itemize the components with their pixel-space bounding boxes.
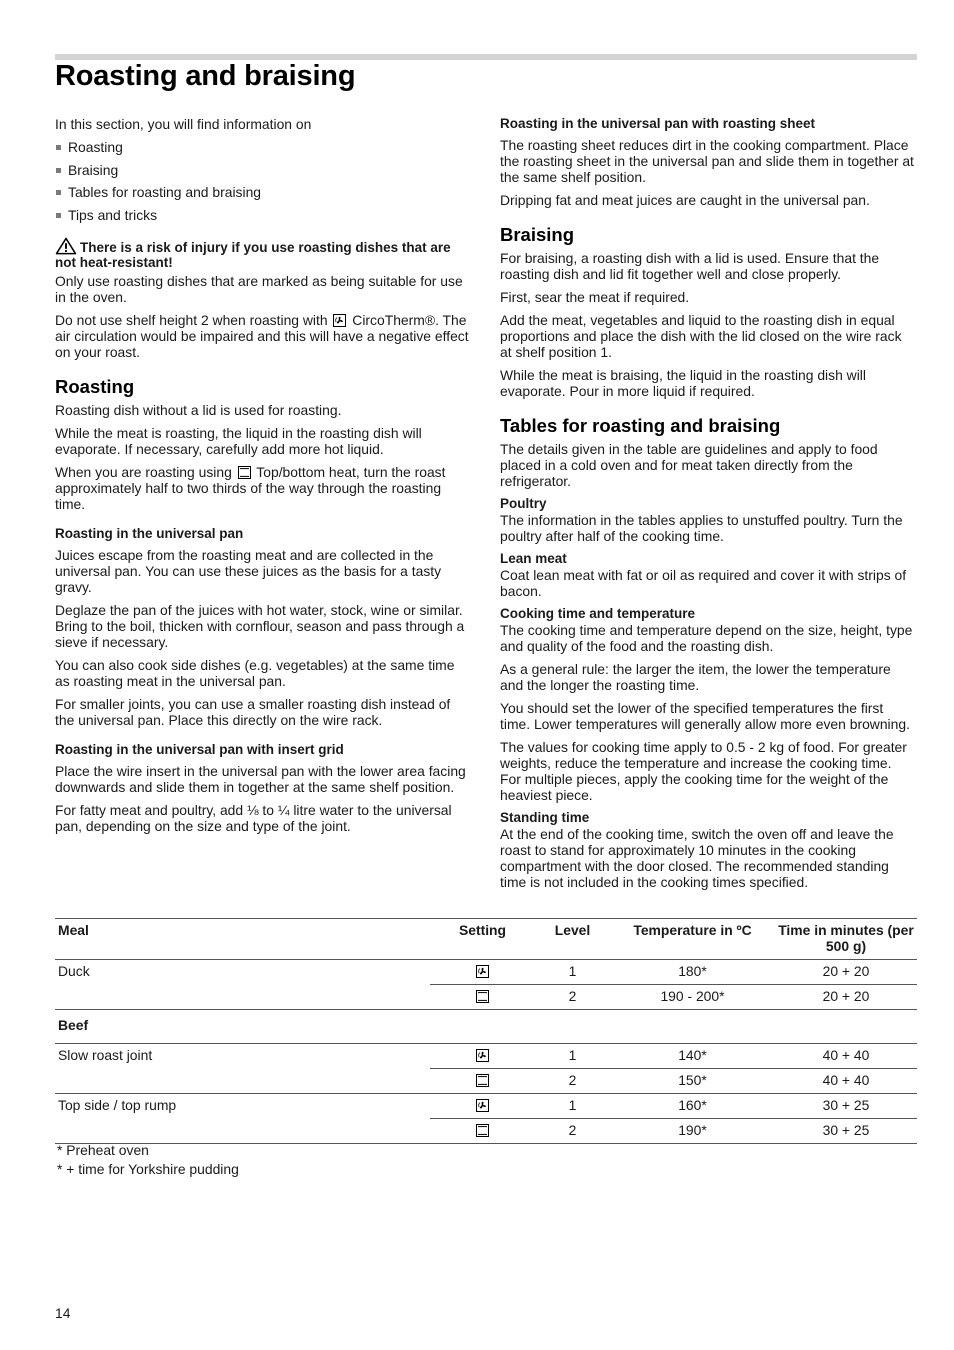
- roasting-table: [55, 918, 917, 1144]
- cell-time: 20 + 20: [775, 960, 917, 985]
- cell-setting: [430, 960, 535, 985]
- cell-meal: Duck: [55, 960, 430, 985]
- paragraph: Roasting dish without a lid is used for roasting.: [55, 401, 342, 418]
- paragraph: The roasting sheet reduces dirt in the cooking compartment. Place the roasting sheet in the universal pan and slide them in together at the same shelf position.: [500, 137, 914, 185]
- footnote: * + time for Yorkshire pudding: [57, 1161, 239, 1177]
- group-label: Beef: [55, 1010, 917, 1044]
- subheading-roasting-sheet: Roasting in the universal pan with roasting sheet: [500, 116, 816, 131]
- paragraph: [55, 464, 471, 512]
- cell-time: 40 + 40: [775, 1044, 917, 1069]
- table-row: [55, 985, 917, 1010]
- paragraph: First, sear the meat if required.: [500, 289, 690, 305]
- warning-paragraph: [55, 312, 471, 360]
- subheading-insert-grid: Roasting in the universal pan with insert grid: [55, 741, 344, 757]
- top-bottom-heat-icon: [476, 1124, 489, 1137]
- table-row: [55, 960, 917, 985]
- cell-setting: [430, 985, 535, 1010]
- paragraph: You can also cook side dishes (e.g. vegetables) at the same time as roasting meat in the universal pan.: [55, 656, 455, 689]
- paragraph: You should set the lower of the specified temperatures the first time. Lower temperatures will generally allow more even browning.: [500, 700, 910, 732]
- paragraph: For smaller joints, you can use a smaller roasting dish instead of the universal pan. Place this directly on the wire rack.: [55, 695, 451, 728]
- section-heading-roasting: Roasting: [55, 375, 135, 397]
- cell-setting: [430, 1069, 535, 1094]
- section-heading-braising: Braising: [500, 224, 575, 245]
- intro-text: In this section, you will find information on: [55, 116, 312, 132]
- header-temperature: Temperature in ºC: [610, 919, 775, 960]
- cell-level: 1: [535, 960, 610, 985]
- table-notes: [57, 1141, 239, 1179]
- paragraph: The values for cooking time apply to 0.5 - 2 kg of food. For greater weights, reduce the temperature and increase the cooking time. For multiple pieces, apply the cooking time for the weight of the heaviest piece.: [500, 739, 907, 803]
- table-row: [55, 1044, 917, 1069]
- table-row: [55, 1119, 917, 1144]
- list-item: Tips and tricks: [55, 207, 471, 223]
- cell-temperature: 140*: [610, 1044, 775, 1069]
- cell-meal: [55, 1119, 430, 1144]
- paragraph: As a general rule: the larger the item, the lower the temperature and the longer the roasting time.: [500, 661, 891, 693]
- paragraph: For fatty meat and poultry, add ⅛ to ¼ litre water to the universal pan, depending on the size and type of the joint.: [55, 801, 452, 834]
- cell-temperature: 150*: [610, 1069, 775, 1094]
- left-column: [55, 116, 471, 841]
- text-span: Do not use shelf height 2 when roasting with: [55, 311, 328, 328]
- text-span: When you are roasting using: [55, 463, 232, 480]
- subheading-universal-pan: Roasting in the universal pan: [55, 525, 244, 541]
- section-heading-tables: Tables for roasting and braising: [500, 415, 781, 436]
- cell-time: 20 + 20: [775, 985, 917, 1010]
- paragraph: Deglaze the pan of the juices with hot water, stock, wine or similar. Bring to the boil, thicken with cornflour, season and pass through a sieve if necessary.: [55, 601, 465, 650]
- table-row: [55, 1069, 917, 1094]
- paragraph: While the meat is roasting, the liquid in the roasting dish will evaporate. If necessary, carefully add more hot liquid.: [55, 424, 422, 457]
- cell-level: 1: [535, 1044, 610, 1069]
- page-title: Roasting and braising: [55, 60, 356, 92]
- top-bottom-heat-icon: [476, 990, 489, 1003]
- subheading-lean-meat: Lean meat: [500, 551, 567, 566]
- cell-level: 2: [535, 985, 610, 1010]
- table-row: [55, 1094, 917, 1119]
- warning-triangle-icon: [55, 237, 77, 255]
- paragraph: The information in the tables applies to unstuffed poultry. Turn the poultry after half of the cooking time.: [500, 512, 903, 544]
- cell-time: 30 + 25: [775, 1119, 917, 1144]
- paragraph: The details given in the table are guidelines and apply to food placed in a cold oven and for meat taken directly from the refrigerator.: [500, 441, 878, 489]
- circotherm-icon: [476, 1049, 489, 1062]
- cell-temperature: 190*: [610, 1119, 775, 1144]
- cell-meal: [55, 985, 430, 1010]
- header-level: Level: [535, 919, 610, 960]
- warning-heading: [55, 237, 471, 270]
- list-item: Braising: [55, 162, 471, 178]
- header-meal: Meal: [55, 919, 430, 960]
- cell-level: 2: [535, 1069, 610, 1094]
- table-body: [55, 960, 917, 1144]
- circotherm-icon: [476, 1099, 489, 1112]
- cell-time: 40 + 40: [775, 1069, 917, 1094]
- paragraph: While the meat is braising, the liquid in the roasting dish will evaporate. Pour in more liquid if required.: [500, 367, 866, 399]
- paragraph: Dripping fat and meat juices are caught in the universal pan.: [500, 192, 870, 208]
- cell-meal: Top side / top rump: [55, 1094, 430, 1119]
- page-number: 14: [55, 1305, 71, 1321]
- cell-setting: [430, 1094, 535, 1119]
- text-span: Top/bottom heat, turn the roast approximately half to two thirds of the way through the roasting time.: [55, 463, 446, 512]
- circotherm-icon: [333, 314, 346, 327]
- subheading-poultry: Poultry: [500, 496, 547, 511]
- footnote: * Preheat oven: [57, 1142, 149, 1158]
- paragraph: Place the wire insert in the universal pan with the lower area facing downwards and slide them in together at the same shelf position.: [55, 762, 466, 795]
- cell-meal: Slow roast joint: [55, 1044, 430, 1069]
- cell-time: 30 + 25: [775, 1094, 917, 1119]
- table-group-row: [55, 1010, 917, 1044]
- table-header-row: [55, 919, 917, 960]
- top-bottom-heat-icon: [238, 466, 251, 479]
- paragraph: For braising, a roasting dish with a lid is used. Ensure that the roasting dish and lid fit together well and close properly.: [500, 250, 880, 282]
- section-list: [55, 139, 471, 223]
- cell-temperature: 180*: [610, 960, 775, 985]
- warning-heading-text: There is a risk of injury if you use roasting dishes that are not heat-resistant!: [55, 239, 451, 270]
- subheading-standing-time: Standing time: [500, 810, 590, 825]
- list-item: Tables for roasting and braising: [55, 184, 471, 200]
- cell-level: 2: [535, 1119, 610, 1144]
- cell-temperature: 190 - 200*: [610, 985, 775, 1010]
- subheading-cooking-time: Cooking time and temperature: [500, 606, 696, 621]
- header-time: Time in minutes (per 500 g): [775, 919, 917, 960]
- text-span: CircoTherm®. The air circulation would be impaired and this will have a negative effect on your roast.: [55, 311, 469, 360]
- paragraph: At the end of the cooking time, switch the oven off and leave the roast to stand for approximately 10 minutes in the cooking compartment with the door closed. The recommended standing time is not included in the cooking times specified.: [500, 826, 894, 890]
- warning-paragraph: Only use roasting dishes that are marked as being suitable for use in the oven.: [55, 272, 463, 305]
- paragraph: The cooking time and temperature depend on the size, height, type and quality of the food and the roasting dish.: [500, 622, 913, 654]
- cell-setting: [430, 1119, 535, 1144]
- cell-setting: [430, 1044, 535, 1069]
- paragraph: Add the meat, vegetables and liquid to the roasting dish in equal proportions and place the dish with the lid closed on the wire rack at shelf position 1.: [500, 312, 902, 360]
- cell-temperature: 160*: [610, 1094, 775, 1119]
- cell-meal: [55, 1069, 430, 1094]
- right-column: [500, 116, 916, 897]
- paragraph: Juices escape from the roasting meat and are collected in the universal pan. You can use these juices as the basis for a tasty gravy.: [55, 546, 442, 595]
- top-bottom-heat-icon: [476, 1074, 489, 1087]
- cell-level: 1: [535, 1094, 610, 1119]
- list-item: Roasting: [55, 139, 471, 155]
- header-setting: Setting: [430, 919, 535, 960]
- circotherm-icon: [476, 965, 489, 978]
- paragraph: Coat lean meat with fat or oil as required and cover it with strips of bacon.: [500, 567, 907, 599]
